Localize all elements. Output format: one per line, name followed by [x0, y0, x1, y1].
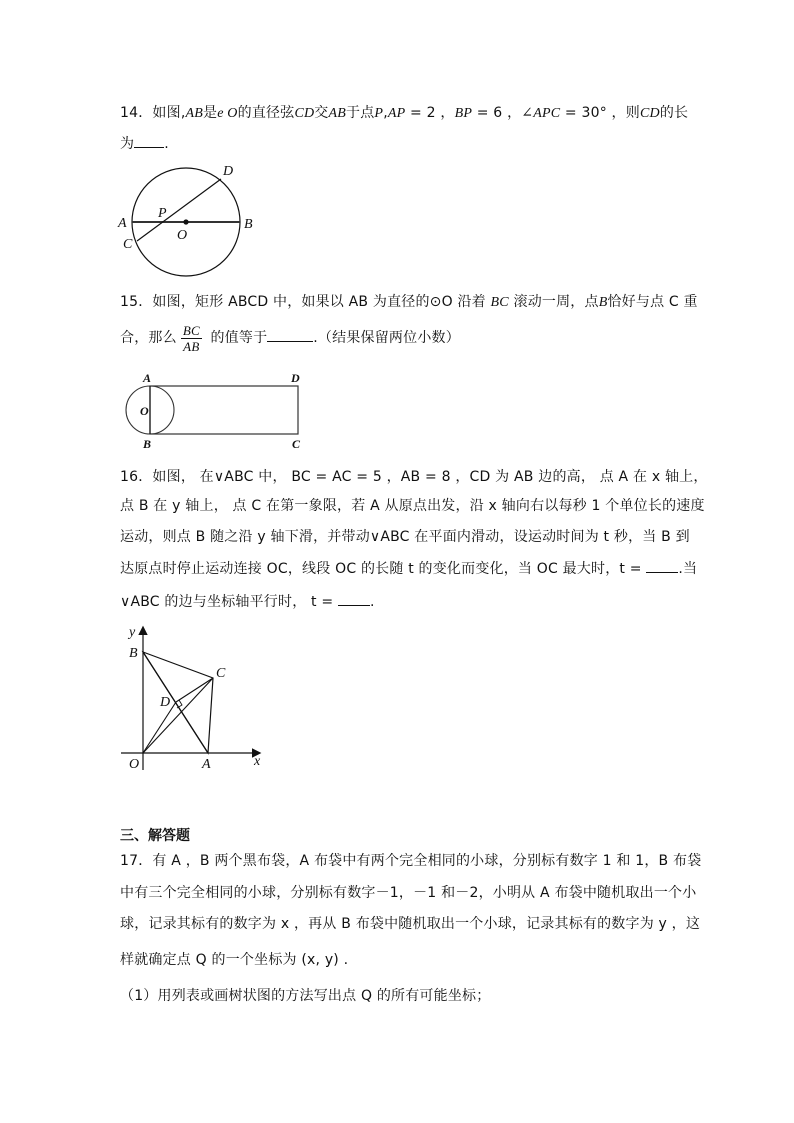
math: P: [374, 106, 384, 121]
math: e O: [217, 106, 238, 121]
text: 交: [314, 105, 329, 121]
label-y: y: [129, 625, 136, 640]
text: .当: [678, 561, 698, 577]
label-o: O: [129, 757, 140, 772]
text: 的值等于: [205, 330, 268, 346]
math: BC: [490, 295, 509, 310]
label-b: B: [129, 646, 138, 661]
label-o: O: [140, 404, 149, 418]
fraction-denominator: AB: [183, 338, 200, 354]
math: CD: [294, 106, 315, 121]
section-heading: 三、解答题: [120, 828, 190, 844]
label-a: A: [118, 216, 127, 231]
q17-line-1: 17．有 A ，B 两个黑布袋，A 布袋中有两个完全相同的小球，分别标有数字 1 和 1，B 布袋: [120, 853, 702, 869]
math: AP: [387, 106, 406, 121]
text: ,: [383, 105, 388, 121]
q16-line-5: [120, 593, 375, 611]
text: 合，那么: [120, 330, 177, 346]
text: .: [369, 594, 375, 610]
fraction-bc-ab: [181, 323, 202, 354]
rectangle-abcd: [150, 386, 298, 434]
math: AB: [328, 106, 347, 121]
text: 15．如图，矩形 ABCD 中，如果以 AB 为直径的⊙O 沿着: [120, 294, 491, 310]
text: 达原点时停止运动连接 OC，线段 OC 的长随 t 的变化而变化，当 OC 最大时，t =: [120, 561, 647, 577]
q16-line-4: [120, 560, 697, 578]
answer-blank-2[interactable]: [338, 593, 370, 606]
q16-line-1: 16．如图， 在∨ABC 中， BC = AC = 5 ，AB = 8 ，CD 为 AB 边的高， 点 A 在 x 轴上，: [120, 469, 708, 485]
label-c: C: [216, 666, 226, 681]
q15-line-2: [120, 320, 460, 356]
text: 滚动一周，点: [508, 294, 599, 310]
label-o: O: [177, 228, 188, 243]
text: 为: [120, 136, 135, 152]
text: 于点: [346, 105, 375, 121]
label-c: C: [292, 437, 301, 451]
text: 是: [202, 105, 218, 121]
label-d: D: [291, 371, 300, 385]
q14-line-2: [120, 135, 169, 153]
answer-blank[interactable]: [267, 329, 313, 342]
text: = 2 ，: [405, 105, 455, 121]
q17-line-3: 球，记录其标有的数字为 x ，再从 B 布袋中随机取出一个小球，记录其标有的数字为 y ，这: [120, 916, 701, 932]
label-a: A: [202, 757, 211, 772]
text: 的直径弦: [237, 105, 295, 121]
q15-rectangle-figure: [115, 368, 315, 453]
label-d: D: [223, 164, 234, 179]
text: 的长: [659, 105, 689, 121]
text: .（结果保留两位小数）: [313, 330, 460, 346]
q14-line-1: [120, 104, 688, 123]
math: BP: [454, 106, 473, 121]
triangle-abc: [143, 652, 213, 753]
label-b: B: [143, 437, 152, 451]
q15-line-1: [120, 293, 698, 312]
q17-line-4: 样就确定点 Q 的一个坐标为 (x, y) .: [120, 952, 349, 968]
label-c: C: [123, 237, 133, 252]
answer-blank-1[interactable]: [646, 560, 678, 573]
label-a: A: [143, 371, 152, 385]
text: 恰好与点 C 重: [607, 294, 698, 310]
label-d: D: [160, 695, 171, 710]
fraction-numerator: BC: [182, 322, 200, 338]
math: CD: [639, 106, 660, 121]
q16-line-2: 点 B 在 y 轴上， 点 C 在第一象限，若 A 从原点出发，沿 x 轴向右以每秒 1 个单位长的速度: [120, 498, 705, 514]
text: .: [164, 136, 169, 152]
text: = 6 ，: [472, 105, 522, 121]
center-point: [183, 219, 188, 224]
answer-blank[interactable]: [134, 135, 164, 148]
q16-coordinate-figure: [115, 620, 275, 775]
q17-line-2: 中有三个完全相同的小球，分别标有数字－1，－1 和－2，小明从 A 布袋中随机取出一个小: [120, 885, 697, 901]
text: 14．如图,: [120, 105, 186, 121]
math: ∠APC: [521, 106, 561, 121]
label-b: B: [244, 217, 253, 232]
label-p: P: [158, 206, 167, 221]
segment-oc: [143, 678, 213, 753]
label-x: x: [254, 754, 261, 769]
text: = 30° ，则: [560, 105, 640, 121]
text: ∨ABC 的边与坐标轴平行时， t =: [120, 594, 338, 610]
math: B: [598, 295, 608, 310]
q17-subquestion-1: （1）用列表或画树状图的方法写出点 Q 的所有可能坐标；: [120, 988, 491, 1004]
q14-circle-figure: [112, 157, 272, 282]
math: AB: [185, 106, 203, 121]
q16-line-3: 运动，则点 B 随之沿 y 轴下滑，并带动∨ABC 在平面内滑动，设运动时间为 t 秒，当 B 到: [120, 529, 690, 545]
